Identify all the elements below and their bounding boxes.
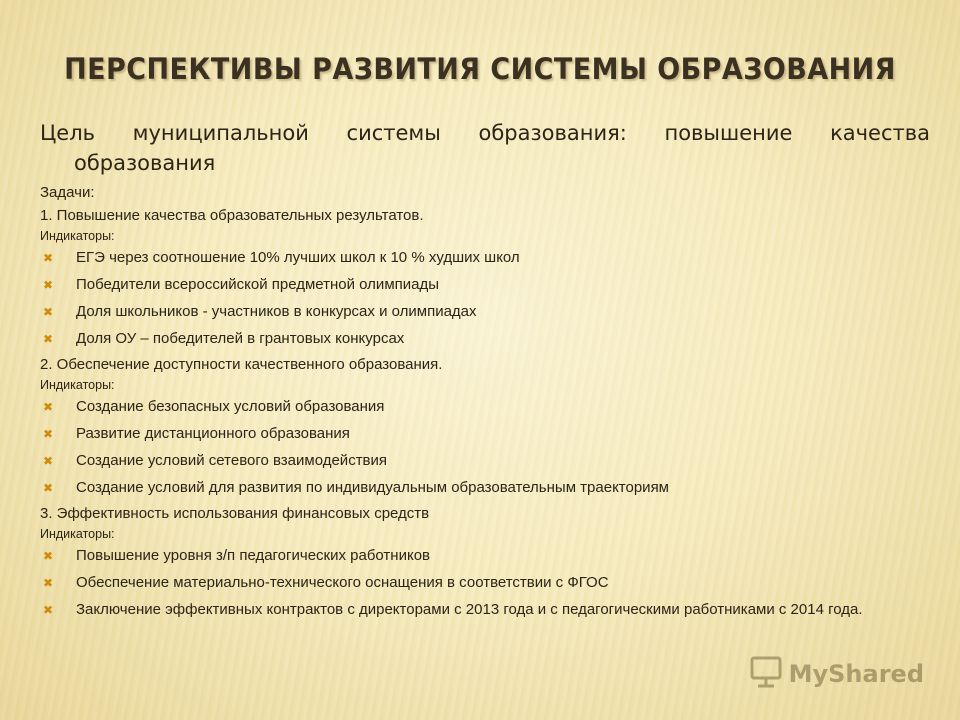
x-bullet-icon: ✖ [42,400,54,414]
x-bullet-icon: ✖ [42,481,54,495]
indicator-item: ✖ Повышение уровня з/п педагогических работников [40,546,930,566]
x-bullet-icon: ✖ [42,454,54,468]
indicator-item: ✖ Создание безопасных условий образования [40,397,930,417]
presentation-board-icon [749,655,783,694]
task-3-title: 3. Эффективность использования финансовых средств [40,505,430,522]
indicator-item: ✖ Заключение эффективных контрактов с директорами с 2013 года и с педагогическими работниками с 2014 года. [40,600,930,620]
x-bullet-icon: ✖ [42,603,54,617]
indicator-item: ✖ Доля школьников - участников в конкурсах и олимпиадах [40,302,930,322]
x-bullet-icon: ✖ [42,251,54,265]
indicator-item: ✖ Победители всероссийской предметной олимпиады [40,275,930,295]
task-1-indicators-label: Индикаторы: [40,229,115,243]
task-3-indicators-list [40,546,930,620]
indicator-item: ✖ Обеспечение материально-технического оснащения в соответствии с ФГОС [40,573,930,593]
slide-title: ПЕРСПЕКТИВЫ РАЗВИТИЯ СИСТЕМЫ ОБРАЗОВАНИЯ [64,52,896,86]
goal-line-2: образования [74,151,216,175]
task-2-title: 2. Обеспечение доступности качественного образования. [40,356,443,373]
x-bullet-icon: ✖ [42,305,54,319]
goal-statement [40,118,930,178]
x-bullet-icon: ✖ [42,576,54,590]
indicator-item: ✖ Доля ОУ – победителей в грантовых конкурсах [40,329,930,349]
tasks-heading: Задачи: [40,184,95,201]
task-2-indicators-label: Индикаторы: [40,378,115,392]
x-bullet-icon: ✖ [42,549,54,563]
watermark-text: MyShared [788,660,924,688]
slide-content [40,118,930,627]
goal-line-1: Цель муниципальной системы образования: повышение качества [40,121,930,145]
indicator-item: ✖ Развитие дистанционного образования [40,424,930,444]
x-bullet-icon: ✖ [42,427,54,441]
task-2-indicators-list [40,397,930,498]
task-3-indicators-label: Индикаторы: [40,527,115,541]
watermark [749,654,924,694]
task-1-title: 1. Повышение качества образовательных результатов. [40,207,424,224]
indicator-item: ✖ Создание условий для развития по индивидуальным образовательным траекториям [40,478,930,498]
task-1-indicators-list [40,248,930,349]
indicator-item: ✖ ЕГЭ через соотношение 10% лучших школ к 10 % худших школ [40,248,930,268]
indicator-item: ✖ Создание условий сетевого взаимодействия [40,451,930,471]
x-bullet-icon: ✖ [42,332,54,346]
x-bullet-icon: ✖ [42,278,54,292]
